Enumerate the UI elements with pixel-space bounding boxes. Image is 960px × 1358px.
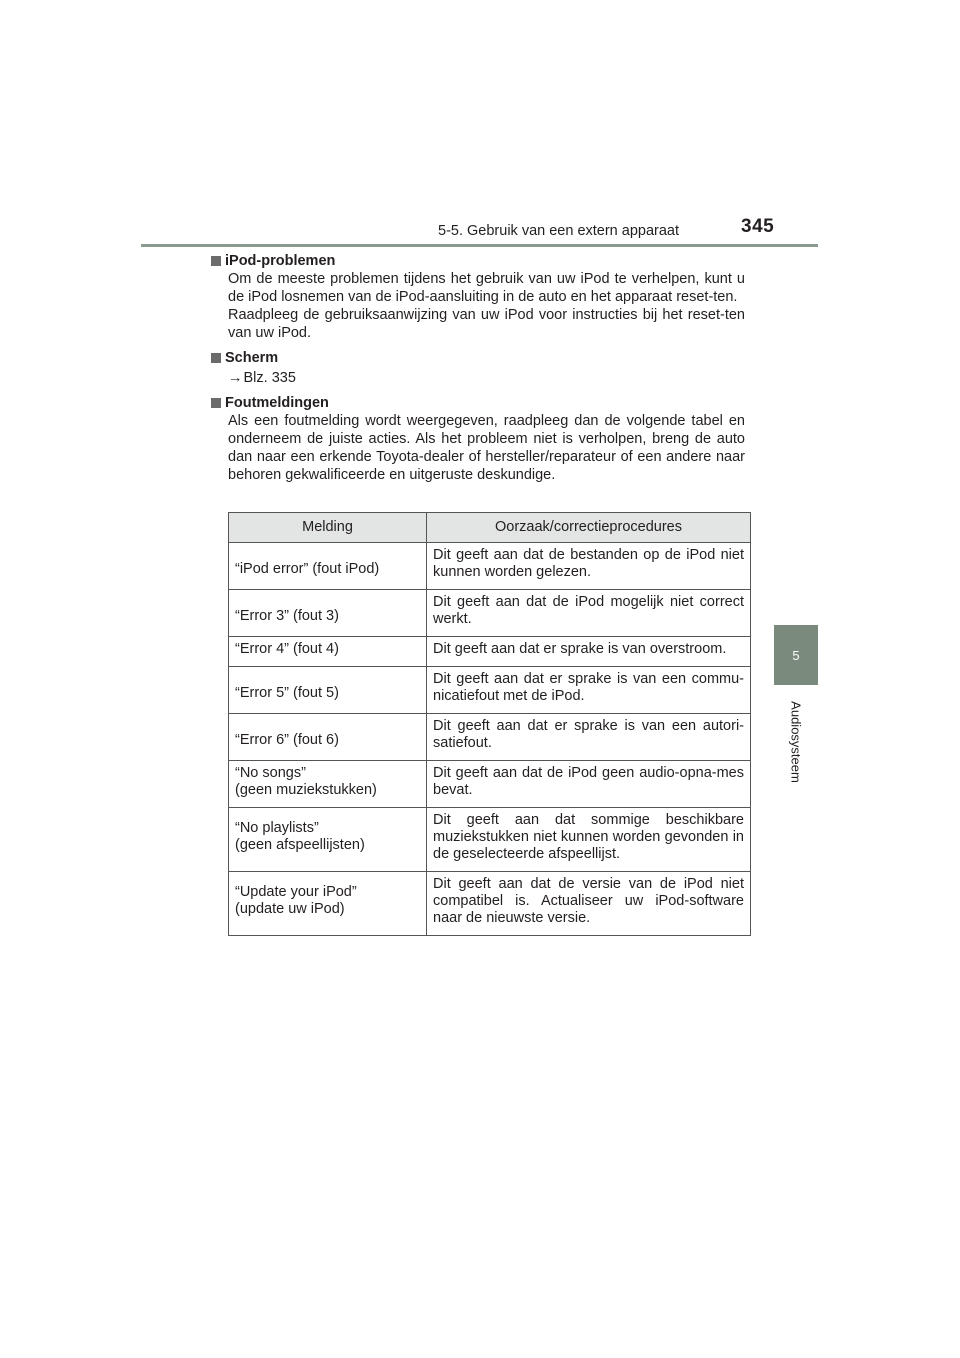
page-reference	[228, 369, 745, 387]
message-cell: “No songs” (geen muziekstukken)	[229, 761, 427, 808]
table-row	[229, 637, 751, 667]
cause-cell: Dit geeft aan dat de iPod mogelijk niet correct werkt.	[427, 590, 751, 637]
chapter-number: 5	[792, 647, 800, 663]
section-body	[211, 270, 745, 342]
message-cell: “Error 6” (fout 6)	[229, 714, 427, 761]
message-cell: “Update your iPod” (update uw iPod)	[229, 872, 427, 936]
error-messages-table	[228, 512, 751, 936]
section-heading	[211, 349, 745, 367]
square-bullet-icon	[211, 353, 221, 363]
paragraph: Om de meeste problemen tijdens het gebruik van uw iPod te verhelpen, kunt u de iPod losnemen van de iPod-aansluiting in de auto en het apparaat reset-ten.	[228, 271, 745, 305]
paragraph: Raadpleeg de gebruiksaanwijzing van uw iPod voor instructies bij het reset-ten van uw iPod.	[228, 307, 745, 341]
section-heading-text: Scherm	[225, 350, 279, 366]
cause-cell: Dit geeft aan dat de bestanden op de iPod niet kunnen worden gelezen.	[427, 543, 751, 590]
table-row	[229, 761, 751, 808]
section-body	[211, 369, 745, 387]
chapter-label: Audiosysteem	[788, 701, 804, 783]
message-cell: “iPod error” (fout iPod)	[229, 543, 427, 590]
chapter-tab	[774, 625, 818, 685]
table-row	[229, 543, 751, 590]
message-cell: “No playlists” (geen afspeellijsten)	[229, 808, 427, 872]
message-cell: “Error 3” (fout 3)	[229, 590, 427, 637]
cause-cell: Dit geeft aan dat de iPod geen audio-opna-mes bevat.	[427, 761, 751, 808]
table-row	[229, 667, 751, 714]
table-row	[229, 590, 751, 637]
message-cell: “Error 4” (fout 4)	[229, 637, 427, 667]
section-screen	[211, 349, 745, 387]
section-heading	[211, 394, 745, 412]
section-ipod-problems	[211, 252, 745, 342]
table-row	[229, 808, 751, 872]
header-rule	[141, 244, 818, 247]
table-row	[229, 872, 751, 936]
section-error-messages	[211, 394, 745, 484]
cause-cell: Dit geeft aan dat er sprake is van overstroom.	[427, 637, 751, 667]
square-bullet-icon	[211, 256, 221, 266]
section-body	[211, 412, 745, 484]
column-header-message: Melding	[229, 513, 427, 543]
message-cell: “Error 5” (fout 5)	[229, 667, 427, 714]
paragraph: Als een foutmelding wordt weergegeven, raadpleeg dan de volgende tabel en onderneem de juiste acties. Als het probleem niet is verholpen, breng de auto dan naar een erkende Toyota-dealer of hersteller/reparateur of een andere naar behoren gekwalificeerde en uitgeruste deskundige.	[228, 413, 745, 483]
arrow-right-icon: →	[228, 370, 243, 386]
section-heading-text: iPod-problemen	[225, 253, 336, 269]
cause-cell: Dit geeft aan dat er sprake is van een commu-nicatiefout met de iPod.	[427, 667, 751, 714]
square-bullet-icon	[211, 398, 221, 408]
page-reference-text: Blz. 335	[243, 370, 296, 386]
section-heading	[211, 252, 745, 270]
page-number: 345	[741, 216, 775, 237]
table-row	[229, 714, 751, 761]
cause-cell: Dit geeft aan dat de versie van de iPod niet compatibel is. Actualiseer uw iPod-software naar de nieuwste versie.	[427, 872, 751, 936]
cause-cell: Dit geeft aan dat er sprake is van een autori-satiefout.	[427, 714, 751, 761]
section-title: 5-5. Gebruik van een extern apparaat	[438, 223, 680, 239]
section-heading-text: Foutmeldingen	[225, 395, 329, 411]
page-content	[211, 252, 745, 491]
table-header-row	[229, 513, 751, 543]
cause-cell: Dit geeft aan dat sommige beschikbare muziekstukken niet kunnen worden gevonden in de geselecteerde afspeellijst.	[427, 808, 751, 872]
column-header-cause: Oorzaak/correctieprocedures	[427, 513, 751, 543]
